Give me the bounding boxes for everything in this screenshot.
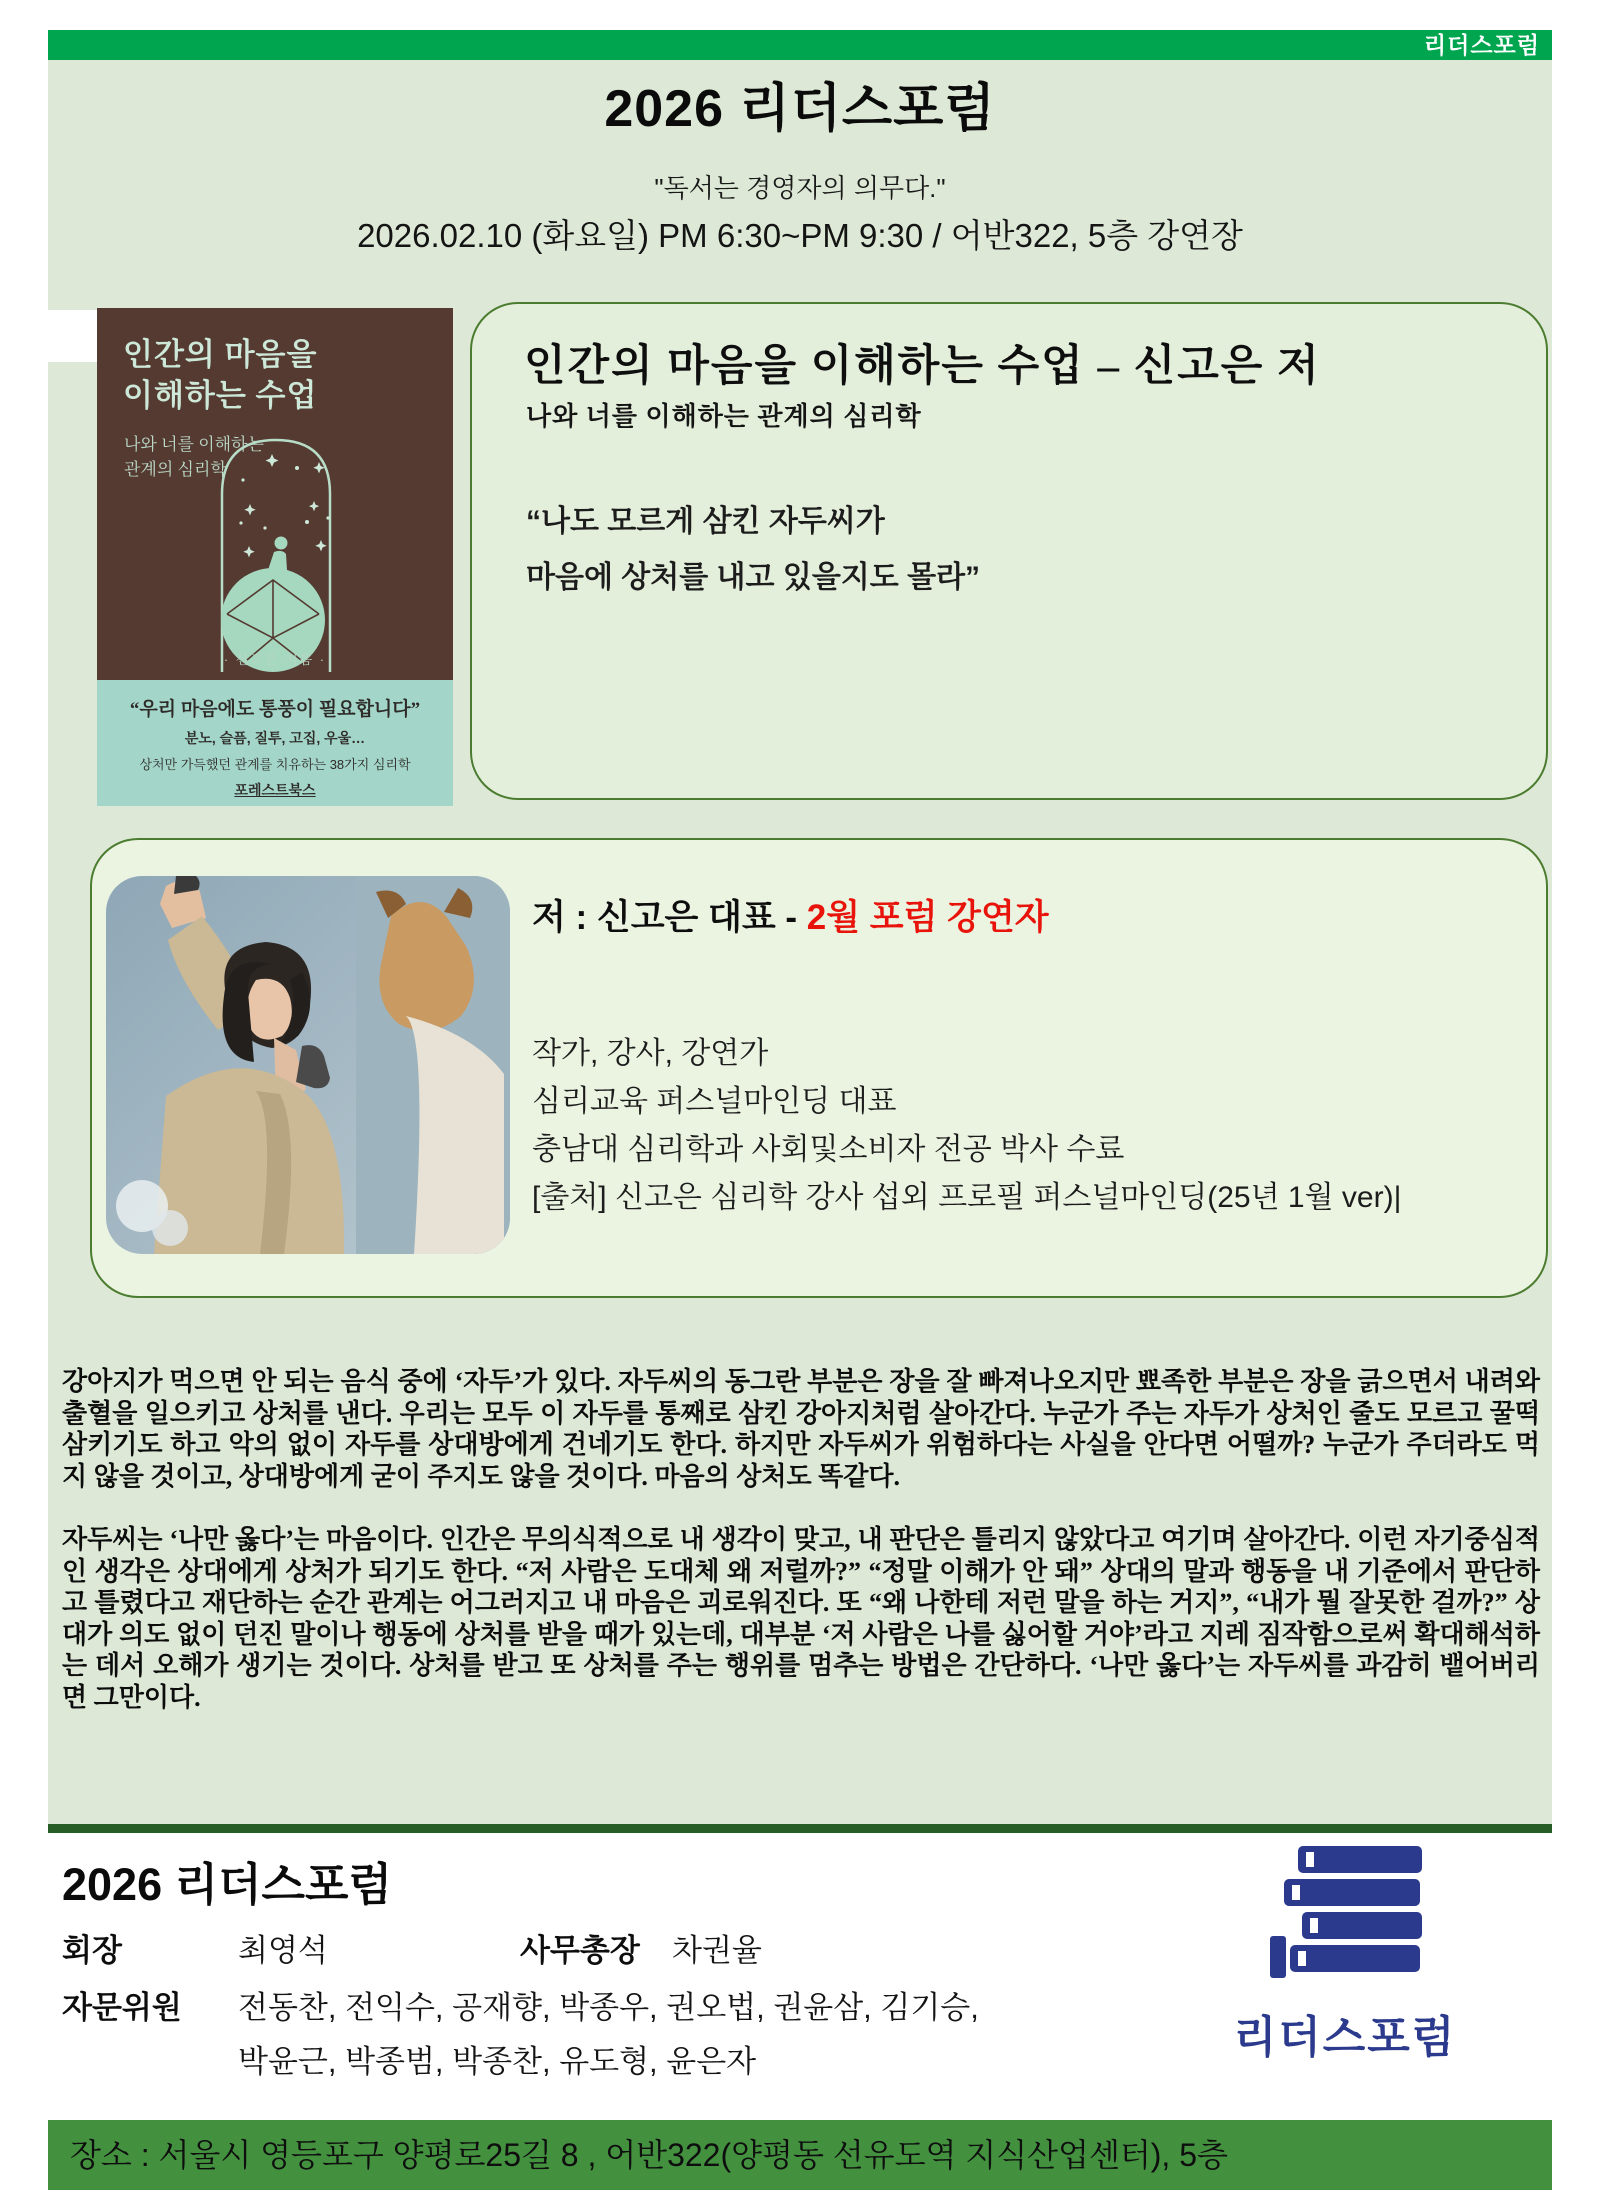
venue-line: 장소 : 서울시 영등포구 양평로25길 8 , 어반322(양평동 선유도역 지식산업센터), 5층 — [70, 2137, 1228, 2173]
book-cover-author-credit: · 신고은 지음 · — [223, 652, 327, 667]
book-cover-subtitle-line1: 나와 너를 이해하는 — [124, 435, 264, 454]
ribbon-label: 리더스포럼 — [1423, 32, 1540, 58]
speaker-photo — [106, 876, 510, 1254]
page-title: 2026 리더스포럼 — [604, 80, 996, 138]
body-text — [62, 1366, 1540, 1745]
band-quote: “우리 마음에도 통풍이 필요합니다” — [129, 699, 421, 720]
speaker-photo-illustration — [106, 876, 510, 1254]
book-cover-subtitle-line2: 관계의 심리학 — [124, 460, 227, 479]
speaker-bio — [532, 1030, 1401, 1222]
speaker-bio-line: 작가, 강사, 강연가 — [532, 1037, 769, 1070]
book-quote-line2: 마음에 상처를 내고 있을지도 몰라” — [526, 561, 981, 594]
chair-label: 회장 — [62, 1933, 122, 1968]
book-cover-bottom-band — [97, 680, 453, 806]
chair-name: 최영석 — [238, 1933, 328, 1968]
forum-logo — [1195, 1840, 1495, 2065]
top-green-bar — [48, 30, 1552, 60]
book-quote-line1: “나도 모르게 삼킨 자두씨가 — [526, 505, 885, 538]
book-cover-title-line2: 이해하는 수업 — [123, 378, 318, 413]
logo-text: 리더스포럼 — [1233, 2013, 1457, 2062]
publisher-name: 포레스트북스 — [234, 782, 316, 798]
footer-divider — [48, 1824, 1552, 1833]
secretary-name: 차권율 — [672, 1933, 762, 1968]
speaker-bio-line: 심리교육 퍼스널마인딩 대표 — [532, 1085, 897, 1118]
footer-title: 2026 리더스포럼 — [62, 1859, 392, 1910]
event-datetime-venue: 2026.02.10 (화요일) PM 6:30~PM 9:30 / 어반322, 5층 강연장 — [357, 217, 1243, 254]
stacked-books-icon — [1240, 1840, 1450, 1990]
advisors-label: 자문위원 — [62, 1990, 182, 2025]
speaker-label-highlight: 2월 포럼 강연자 — [806, 898, 1049, 937]
speaker-box — [90, 838, 1548, 1298]
white-notch — [48, 310, 98, 362]
book-cover — [97, 308, 453, 806]
speaker-label-prefix: 저 : 신고은 대표 - — [532, 898, 807, 937]
book-subtitle: 나와 너를 이해하는 관계의 심리학 — [526, 402, 922, 431]
book-cover-title-line1: 인간의 마음을 — [123, 337, 318, 372]
book-info-box — [470, 302, 1548, 800]
band-line1: 분노, 슬픔, 질투, 고집, 우울… — [184, 730, 366, 746]
speaker-bio-line: [출처] 신고은 심리학 강사 섭외 프로필 퍼스널마인딩(25년 1월 ver)| — [532, 1181, 1402, 1214]
advisors-names-line2: 박윤근, 박종범, 박종찬, 유도형, 윤은자 — [238, 2044, 757, 2079]
book-title: 인간의 마음을 이해하는 수업 – 신고은 저 — [524, 343, 1321, 390]
page-subtitle: "독서는 경영자의 의무다." — [654, 173, 946, 203]
bottom-green-bar — [48, 2120, 1552, 2190]
speaker-header — [532, 890, 1049, 940]
band-line2: 상처만 가득했던 관계를 치유하는 38가지 심리학 — [139, 757, 411, 772]
arch-stars-illustration — [97, 308, 453, 680]
book-cover-front — [97, 308, 453, 680]
body-paragraph-1: 강아지가 먹으면 안 되는 음식 중에 ‘자두’가 있다. 자두씨의 동그란 부분은 장을 잘 빠져나오지만 뾰족한 부분은 장을 긁으면서 내려와 출혈을 일으키고 상처를 낸다. 우리는 모두 이 자두를 통째로 삼킨 강아지처럼 살아간다. 누군가 주는 자두가 상처인 줄도 모르고 꿀떡 삼키기도 하고 악의 없이 자두를 상대방에게 건네기도 한다. 하지만 자두씨가 위험하다는 사실을 안다면 어떨까? 누군가 주더라도 먹지 않을 것이고, 상대방에게 굳이 주지도 않을 것이다. 마음의 상처도 똑같다. — [62, 1367, 1540, 1491]
body-paragraph-2: 자두씨는 ‘나만 옳다’는 마음이다. 인간은 무의식적으로 내 생각이 맞고, 내 판단은 틀리지 않았다고 여기며 살아간다. 이런 자기중심적인 생각은 상대에게 상처가 되기도 한다. “저 사람은 도대체 왜 저럴까?” “정말 이해가 안 돼” 상대의 말과 행동을 내 기준에서 판단하고 틀렸다고 재단하는 순간 관계는 어그러지고 내 마음은 괴로워진다. 또 “왜 나한테 저런 말을 하는 거지”, “내가 뭘 잘못한 걸까?” 상대가 의도 없이 던진 말이나 행동에 상처를 받을 때가 있는데, 대부분 ‘저 사람은 나를 싫어할 거야’라고 지레 짐작함으로써 확대해석하는 데서 오해가 생기는 것이다. 상처를 받고 또 상처를 주는 행위를 멈추는 방법은 간단하다. ‘나만 옳다’는 자두씨를 과감히 뱉어버리면 그만이다. — [62, 1525, 1540, 1712]
advisors-names-line1: 전동찬, 전익수, 공재향, 박종우, 권오법, 권윤삼, 김기승, — [238, 1990, 979, 2025]
speaker-bio-line: 충남대 심리학과 사회및소비자 전공 박사 수료 — [532, 1133, 1125, 1166]
secretary-label: 사무총장 — [520, 1933, 640, 1968]
